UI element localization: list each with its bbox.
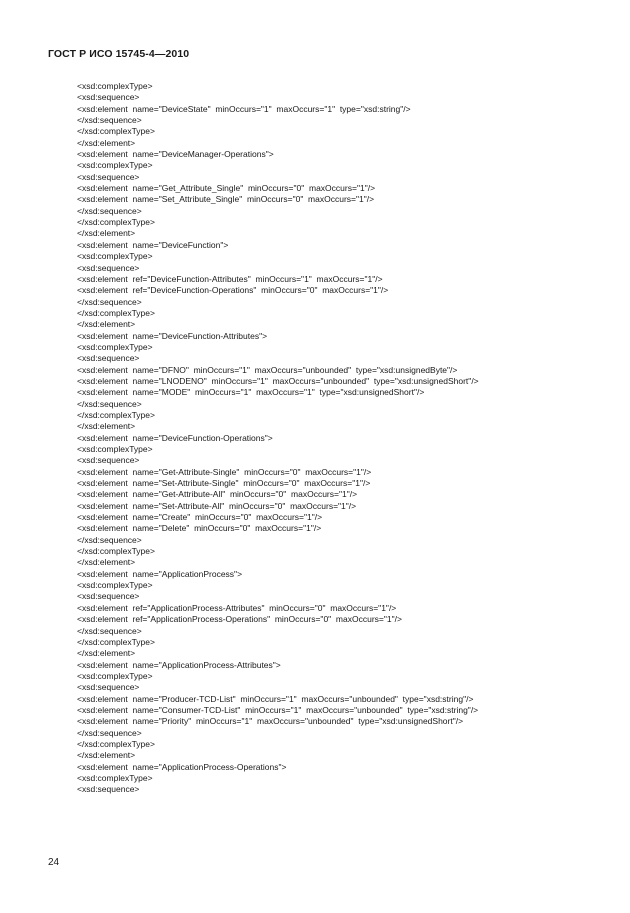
code-line: <xsd:complexType>: [77, 444, 153, 454]
code-line: <xsd:element name="Producer-TCD-List" minOccurs="1" maxOccurs="unbounded" type="xsd:string"/>: [77, 693, 474, 704]
code-line: <xsd:element name="Get-Attribute-Single" minOccurs="0" maxOccurs="1"/>: [77, 466, 372, 477]
code-line: <xsd:element name="DFNO" minOccurs="1" maxOccurs="unbounded" type="xsd:unsignedByte"/>: [77, 364, 458, 375]
code-line: </xsd:sequence>: [77, 115, 142, 126]
code-line: <xsd:complexType>: [77, 341, 153, 352]
code-line: <xsd:sequence>: [77, 591, 140, 602]
code-line: <xsd:element name="ApplicationProcess-Attributes">: [77, 659, 281, 670]
code-line: </xsd:element>: [77, 228, 136, 239]
code-line: <xsd:element name="ApplicationProcess-Operations">: [77, 761, 287, 772]
page-number: 24: [48, 857, 60, 868]
code-line: <xsd:complexType>: [77, 772, 153, 783]
code-line: </xsd:element>: [77, 421, 136, 432]
xsd-code-block: [77, 81, 610, 796]
code-line: </xsd:complexType>: [77, 409, 155, 420]
code-line: </xsd:element>: [77, 648, 136, 659]
code-line: <xsd:complexType>: [77, 670, 153, 681]
code-line: <xsd:element name="Create" minOccurs="0" maxOccurs="1"/>: [77, 512, 323, 523]
code-line: </xsd:element>: [77, 557, 136, 568]
code-line: </xsd:complexType>: [77, 636, 155, 647]
code-line: </xsd:complexType>: [77, 738, 155, 749]
code-line: </xsd:element>: [77, 319, 136, 330]
code-line: <xsd:sequence>: [77, 92, 140, 103]
code-line: </xsd:complexType>: [77, 546, 155, 557]
code-line: <xsd:element name="Get_Attribute_Single" minOccurs="0" maxOccurs="1"/>: [77, 183, 376, 194]
code-line: <xsd:element name="Priority" minOccurs="1" maxOccurs="unbounded" type="xsd:unsignedShort"/>: [77, 716, 464, 727]
code-line: <xsd:element name="DeviceFunction-Attributes">: [77, 330, 268, 341]
code-line: <xsd:sequence>: [77, 784, 140, 795]
code-line: <xsd:element name="DeviceState" minOccurs="1" maxOccurs="1" type="xsd:string"/>: [77, 103, 411, 114]
code-line: </xsd:sequence>: [77, 534, 142, 545]
code-line: <xsd:element name="DeviceFunction">: [77, 239, 229, 250]
code-line: </xsd:sequence>: [77, 205, 142, 216]
code-line: </xsd:sequence>: [77, 625, 142, 636]
code-line: <xsd:element name="LNODENO" minOccurs="1" maxOccurs="unbounded" type="xsd:unsignedShort"/>: [77, 375, 479, 386]
code-line: <xsd:complexType>: [77, 81, 153, 91]
code-line: <xsd:element name="MODE" minOccurs="1" maxOccurs="1" type="xsd:unsignedShort"/>: [77, 387, 425, 398]
code-line: <xsd:element name="Set-Attribute-All" minOccurs="0" maxOccurs="1"/>: [77, 500, 357, 511]
code-line: </xsd:sequence>: [77, 727, 142, 738]
code-line: <xsd:sequence>: [77, 262, 140, 273]
code-line: </xsd:complexType>: [77, 307, 155, 318]
code-line: <xsd:sequence>: [77, 455, 140, 466]
code-line: </xsd:sequence>: [77, 296, 142, 307]
code-line: <xsd:element ref="DeviceFunction-Operations" minOccurs="0" maxOccurs="1"/>: [77, 285, 389, 296]
code-line: </xsd:element>: [77, 137, 136, 148]
code-line: <xsd:element name="Delete" minOccurs="0" maxOccurs="1"/>: [77, 523, 322, 534]
code-line: <xsd:element ref="DeviceFunction-Attributes" minOccurs="1" maxOccurs="1"/>: [77, 273, 383, 284]
code-line: <xsd:element name="DeviceFunction-Operations">: [77, 432, 273, 443]
code-line: <xsd:element name="Set-Attribute-Single" minOccurs="0" maxOccurs="1"/>: [77, 478, 371, 489]
code-line: </xsd:complexType>: [77, 126, 155, 137]
code-line: <xsd:sequence>: [77, 353, 140, 364]
code-line: <xsd:element name="Get-Attribute-All" minOccurs="0" maxOccurs="1"/>: [77, 489, 358, 500]
code-line: <xsd:element name="ApplicationProcess">: [77, 568, 243, 579]
code-line: <xsd:element name="Consumer-TCD-List" minOccurs="1" maxOccurs="unbounded" type="xsd:string"/>: [77, 704, 479, 715]
code-line: <xsd:element ref="ApplicationProcess-Operations" minOccurs="0" maxOccurs="1"/>: [77, 614, 402, 625]
code-line: <xsd:sequence>: [77, 171, 140, 182]
code-line: <xsd:sequence>: [77, 682, 140, 693]
code-line: <xsd:element name="Set_Attribute_Single" minOccurs="0" maxOccurs="1"/>: [77, 194, 375, 205]
code-line: </xsd:complexType>: [77, 217, 155, 228]
page-header: ГОСТ Р ИСО 15745-4—2010: [48, 48, 190, 60]
code-line: <xsd:complexType>: [77, 251, 153, 262]
code-line: <xsd:element ref="ApplicationProcess-Attributes" minOccurs="0" maxOccurs="1"/>: [77, 602, 397, 613]
code-line: <xsd:complexType>: [77, 580, 153, 591]
code-line: </xsd:element>: [77, 750, 136, 761]
code-line: <xsd:element name="DeviceManager-Operations">: [77, 149, 274, 160]
code-line: </xsd:sequence>: [77, 398, 142, 409]
code-line: <xsd:complexType>: [77, 160, 153, 171]
